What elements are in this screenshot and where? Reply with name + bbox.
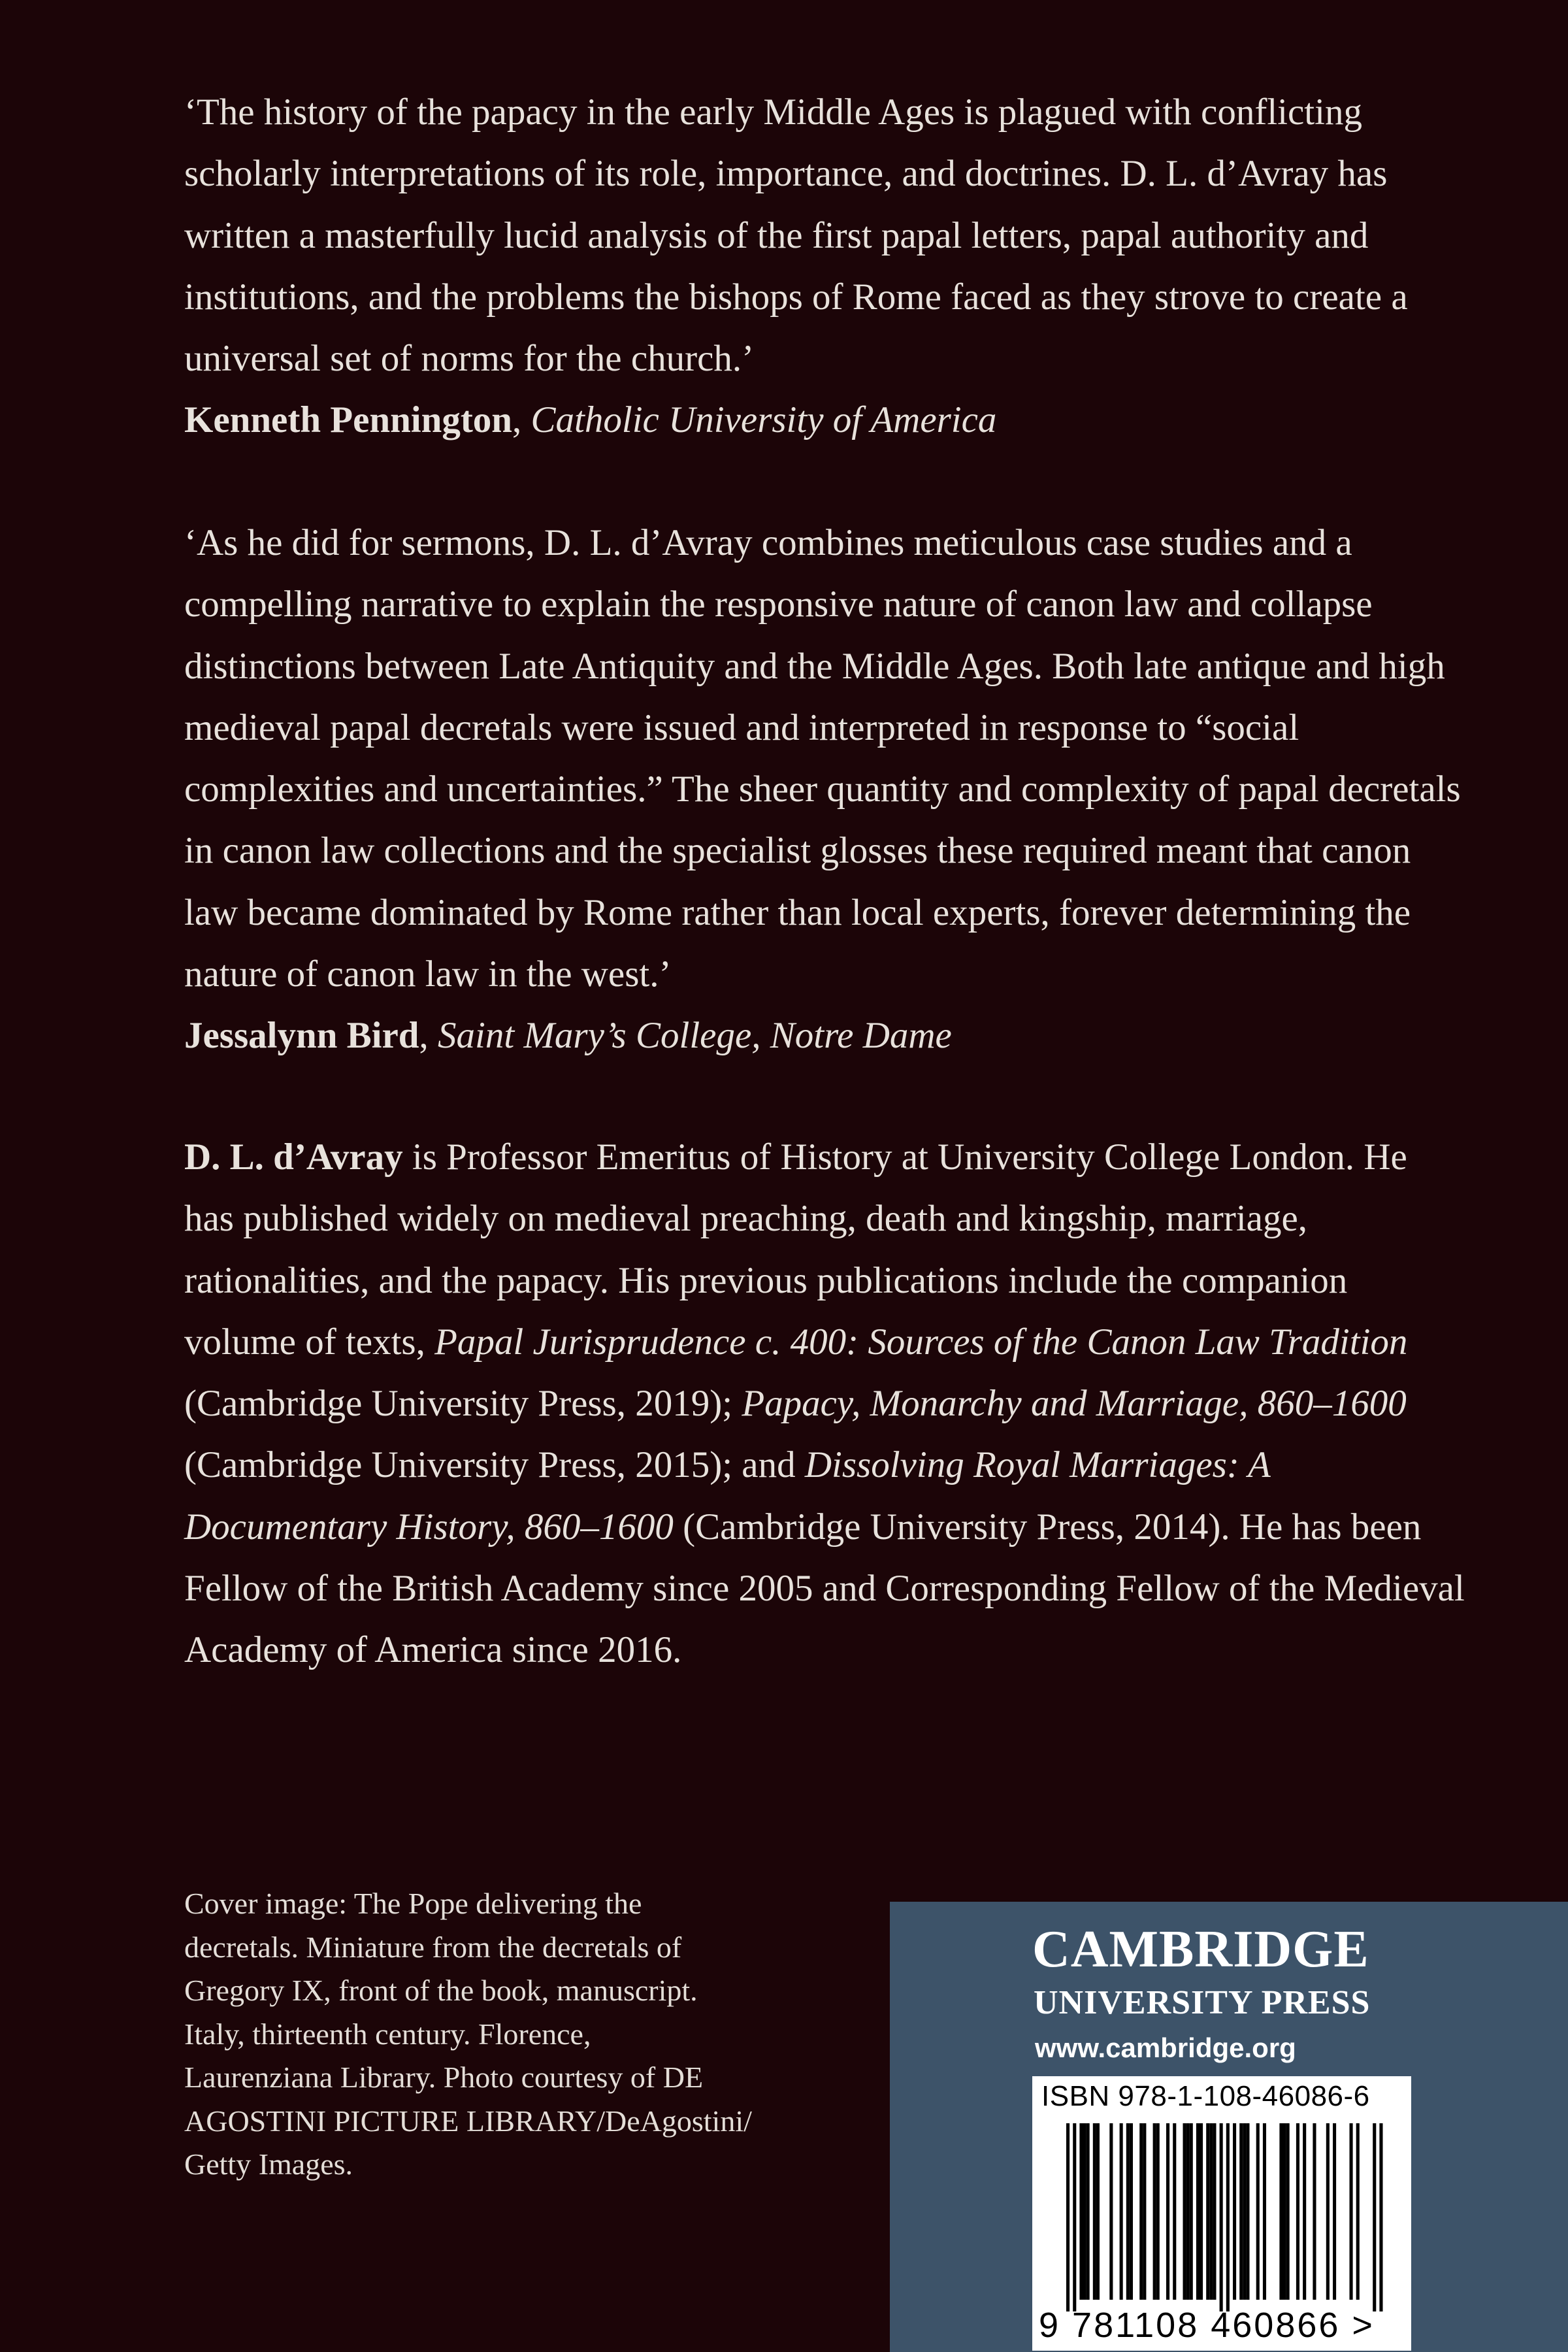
barcode-bar [1086,2123,1090,2300]
bio-text: (Cambridge University Press, 2015); and [184,1444,805,1486]
reviewer-affiliation: Catholic University of America [531,399,997,441]
credit-line: Gregory IX, front of the book, manuscript. [184,1974,698,2007]
review-jessalynn-bird [184,512,1465,1067]
review-quote: ‘The history of the papacy in the early Middle Ages is plagued with conflicting scholarly interpretations of its role, importance, and doctrines. D. L. d’Avray has written a masterfully lucid analysis of the first papal letters, papal authority and institutions, and the problems the bishops of Rome faced as they strove to create a universal set of norms for the church.’ [184,91,1408,380]
attribution-separator: , [512,399,531,441]
barcode-bar [1239,2123,1243,2300]
barcode-bar [1296,2123,1299,2300]
barcode-bar [1326,2123,1330,2300]
attribution-separator: , [419,1015,438,1057]
barcode-bar [1313,2123,1316,2300]
barcode-bar [1220,2123,1223,2311]
reviewer-name: Jessalynn Bird [184,1015,419,1057]
barcode-bar [1379,2123,1382,2311]
barcode-bar [1096,2123,1100,2300]
bio-text: (Cambridge University Press, 2014). He has been Fellow of the British Academy since 2005 and Corresponding Fellow of the Medieval Academy of America since 2016. [184,1506,1465,1671]
barcode-bar [1286,2123,1290,2300]
barcode-bar [1139,2123,1143,2300]
book-title: Dissolving Royal Marriages: A Documentary History, 860–1600 [184,1444,1270,1548]
book-title: Papal Jurisprudence c. 400: Sources of the Canon Law Tradition [434,1321,1408,1363]
barcode-bar [1233,2123,1236,2300]
reviewer-affiliation: Saint Mary’s College, Notre Dame [438,1015,952,1057]
publisher-panel [890,1902,1568,2352]
barcode-bar [1109,2123,1113,2300]
barcode-bar [1333,2123,1336,2300]
bio-text: is Professor Emeritus of History at University College London. He has published widely on medieval preaching, death and kingship, marriage, rationalities, and the papacy. His previous publications include the companion volume of texts, [184,1136,1407,1363]
barcode-bar [1226,2123,1230,2311]
bio-text: (Cambridge University Press, 2019); [184,1383,742,1425]
barcode-bar [1373,2123,1376,2311]
credit-line: Laurenziana Library. Photo courtesy of DE [184,2061,704,2094]
barcode-bar [1083,2123,1086,2300]
barcode-bar [1213,2123,1216,2300]
barcode-bar [1200,2123,1203,2300]
barcode-bar [1143,2123,1146,2300]
barcode-bar [1263,2123,1266,2300]
barcode-bar [1156,2123,1160,2300]
bio-paragraph [184,1127,1465,1681]
barcode-digits: 9 781108 460866 > [1039,2306,1375,2345]
barcode-bar [1283,2123,1286,2300]
credit-line: AGOSTINI PICTURE LIBRARY/DeAgostini/ [184,2104,752,2138]
barcode-bar [1130,2123,1133,2300]
barcode-bar [1166,2123,1169,2300]
reviewer-name: Kenneth Pennington [184,399,513,441]
barcode-bar [1186,2123,1190,2300]
barcode-bar [1073,2123,1076,2311]
barcode-bar [1093,2123,1096,2300]
publisher-press: UNIVERSITY PRESS [1034,1984,1371,2021]
author-name: D. L. d’Avray [184,1136,403,1178]
credit-line: Getty Images. [184,2147,353,2181]
barcode-bar [1246,2123,1249,2300]
barcode-bar [1079,2123,1083,2300]
review-attribution [184,389,1465,451]
barcode-bar [1126,2123,1130,2300]
barcode-bar [1183,2123,1186,2300]
barcode-bar [1356,2123,1360,2300]
barcode-bar [1243,2123,1246,2300]
review-attribution [184,1005,1465,1067]
credit-line: Italy, thirteenth century. Florence, [184,2017,591,2051]
barcode-bar [1303,2123,1306,2300]
barcode-bar [1153,2123,1156,2300]
barcode-bar [1350,2123,1353,2300]
barcode-bar [1190,2123,1193,2300]
author-biography [184,1127,1465,1681]
barcode-bar [1256,2123,1260,2300]
review-kenneth-pennington [184,82,1465,452]
publisher-website: www.cambridge.org [1035,2032,1296,2063]
barcode-bar [1173,2123,1176,2300]
credit-line: Cover image: The Pope delivering the [184,1887,642,1920]
barcode-bar [1120,2123,1123,2300]
barcode-bar [1279,2123,1282,2300]
credit-line: decretals. Miniature from the decretals of [184,1930,682,1964]
review-quote: ‘As he did for sermons, D. L. d’Avray combines meticulous case studies and a compelling narrative to explain the responsive nature of canon law and collapse distinctions between Late Antiquity and the Middle Ages. Both late antique and high medieval papal decretals were issued and interpreted in response to “social complexities and uncertainties.” The sheer quantity and complexity of papal decretals in canon law collections and the specialist glosses these required meant that canon law became dominated by Rome rather than local experts, forever determining the nature of canon law in the west.’ [184,522,1461,995]
barcode-bar [1196,2123,1200,2300]
barcode-bar [1066,2123,1070,2311]
book-title: Papacy, Monarchy and Marriage, 860–1600 [742,1383,1407,1425]
publisher-name: CAMBRIDGE [1032,1921,1369,1978]
barcode-bar [1209,2123,1213,2300]
barcode-box [1032,2076,1411,2351]
cover-image-credit [184,1882,838,2187]
barcode-bar [1206,2123,1209,2300]
isbn-label: ISBN 978-1-108-46086-6 [1041,2080,1370,2112]
